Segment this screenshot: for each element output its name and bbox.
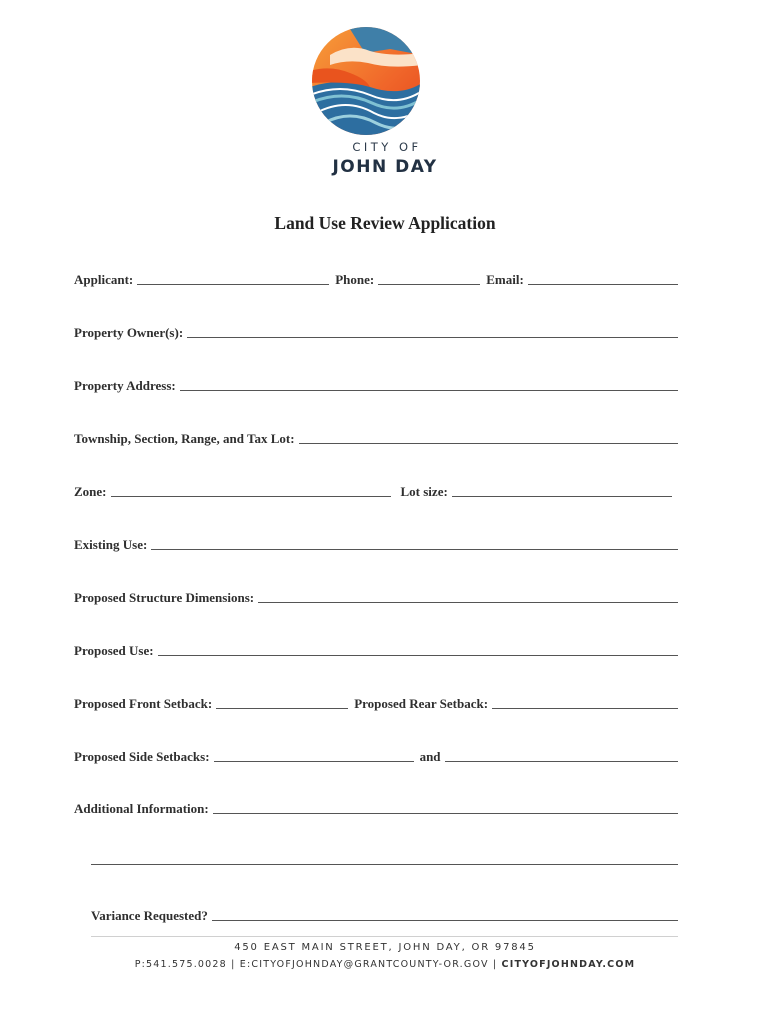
- property-address-row: [74, 378, 678, 394]
- property-owner-label: Property Owner(s):: [74, 325, 184, 340]
- phone-label: Phone:: [335, 272, 375, 287]
- side-setbacks-row: [74, 749, 678, 765]
- logo-city-of: CITY OF: [352, 140, 422, 154]
- structure-dimensions-row: [74, 590, 678, 606]
- property-owner-field[interactable]: [187, 336, 678, 338]
- township-row: [74, 431, 678, 447]
- applicant-field[interactable]: [137, 283, 329, 285]
- logo-john-day: JOHN DAY: [332, 157, 438, 177]
- additional-info-field[interactable]: [213, 812, 678, 814]
- existing-use-field[interactable]: [151, 548, 678, 550]
- side-setback-field-1[interactable]: [214, 760, 414, 762]
- side-setbacks-label: Proposed Side Setbacks:: [74, 749, 210, 764]
- footer-address: 450 EAST MAIN STREET, JOHN DAY, OR 97845: [234, 942, 536, 953]
- variance-row: [91, 908, 678, 924]
- zone-label: Zone:: [74, 484, 107, 499]
- property-owner-row: [74, 325, 678, 341]
- additional-info-label: Additional Information:: [74, 801, 209, 816]
- variance-label: Variance Requested?: [91, 908, 208, 923]
- variance-field[interactable]: [212, 919, 678, 921]
- footer-divider: [91, 936, 678, 937]
- existing-use-label: Existing Use:: [74, 537, 148, 552]
- form-title: Land Use Review Application: [274, 213, 496, 233]
- zone-field[interactable]: [111, 495, 391, 497]
- proposed-use-row: [74, 643, 678, 659]
- footer-website-link[interactable]: CITYOFJOHNDAY.COM: [501, 959, 636, 970]
- phone-field[interactable]: [378, 283, 480, 285]
- front-setback-label: Proposed Front Setback:: [74, 696, 213, 711]
- email-field[interactable]: [528, 283, 678, 285]
- rear-setback-label: Proposed Rear Setback:: [354, 696, 489, 711]
- city-logo: [310, 25, 422, 137]
- zone-row: [74, 484, 678, 500]
- proposed-use-field[interactable]: [158, 654, 678, 656]
- footer-contact: [0, 959, 770, 970]
- city-logo-emblem-icon: [310, 25, 422, 137]
- structure-dimensions-field[interactable]: [258, 601, 678, 603]
- footer-contact-text: P:541.575.0028 | E:CITYOFJOHNDAY@GRANTCOUNTY-OR.GOV |: [134, 959, 498, 970]
- setback-row: [74, 696, 678, 712]
- rear-setback-field[interactable]: [492, 707, 678, 709]
- applicant-label: Applicant:: [74, 272, 134, 287]
- additional-info-row: [74, 801, 678, 817]
- township-label: Township, Section, Range, and Tax Lot:: [74, 431, 295, 446]
- township-field[interactable]: [299, 442, 678, 444]
- property-address-field[interactable]: [180, 389, 678, 391]
- lot-size-field[interactable]: [452, 495, 672, 497]
- existing-use-row: [74, 537, 678, 553]
- proposed-use-label: Proposed Use:: [74, 643, 154, 658]
- property-address-label: Property Address:: [74, 378, 176, 393]
- and-label: and: [419, 749, 441, 764]
- additional-info-field-2[interactable]: [91, 863, 678, 865]
- front-setback-field[interactable]: [216, 707, 348, 709]
- applicant-row: [74, 272, 678, 288]
- structure-dimensions-label: Proposed Structure Dimensions:: [74, 590, 255, 605]
- additional-info-continuation-row: [91, 852, 678, 868]
- lot-size-label: Lot size:: [400, 484, 448, 499]
- side-setback-field-2[interactable]: [445, 760, 678, 762]
- email-label: Email:: [486, 272, 524, 287]
